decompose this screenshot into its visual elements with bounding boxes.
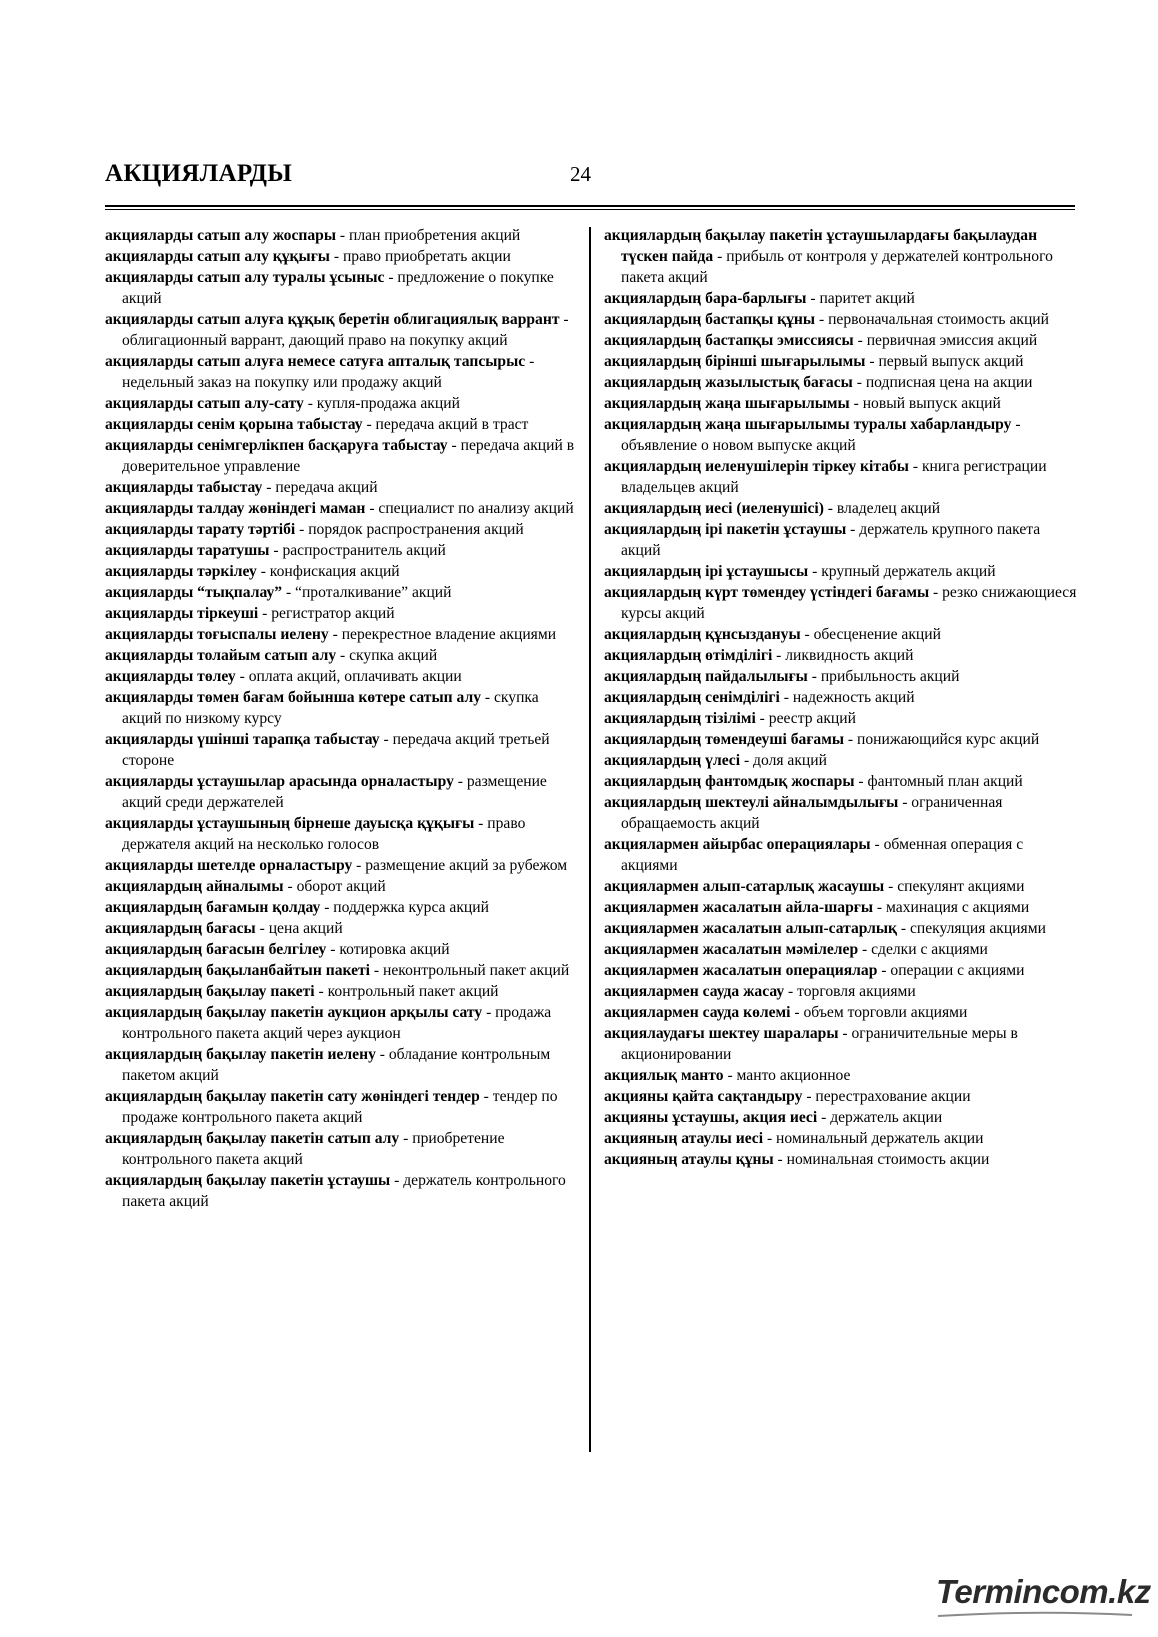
entry-term: акциялармен айырбас операциялары	[604, 836, 871, 853]
dictionary-entry	[604, 666, 1080, 687]
dictionary-entry	[105, 771, 575, 813]
page-title: АКЦИЯЛАРДЫ	[105, 160, 293, 187]
entry-definition: - котировка акций	[326, 941, 450, 958]
dictionary-entry	[604, 1002, 1080, 1023]
entry-term: акциялардың бақылау пакетін сатып алу	[105, 1130, 400, 1147]
dictionary-entry	[105, 666, 575, 687]
entry-definition: - обладание контрольным пакетом акций	[122, 1046, 551, 1084]
entry-definition: - распространитель акций	[269, 542, 446, 559]
entry-term: акциялардың өтімділігі	[604, 647, 773, 664]
entry-definition: - ограниченная обращаемость акций	[621, 794, 1003, 832]
dictionary-entry	[604, 372, 1080, 393]
entry-term: акцияны қайта сақтандыру	[604, 1088, 803, 1105]
entry-term: акцияларды тоғыспалы иелену	[105, 626, 329, 643]
entry-term: акцияларды тіркеуші	[105, 605, 259, 622]
dictionary-entry	[604, 1149, 1080, 1170]
entry-definition: - держатель контрольного пакета акций	[122, 1172, 566, 1210]
entry-term: акциялардың үлесі	[604, 752, 741, 769]
dictionary-entry	[604, 645, 1080, 666]
dictionary-entry	[604, 1107, 1080, 1128]
dictionary-entry	[105, 981, 575, 1002]
dictionary-entry	[604, 834, 1080, 876]
entry-definition: - торговля акциями	[784, 983, 916, 1000]
entry-term: акциялардың бақылау пакетін аукцион арқылы сату	[105, 1004, 483, 1021]
entry-definition: - объем торговли акциями	[790, 1004, 968, 1021]
entry-term: акциялардың жазылыстық бағасы	[604, 374, 853, 391]
entry-term: акциялардың шектеулі айналымдылығы	[604, 794, 899, 811]
entry-term: акциялаудағы шектеу шаралары	[604, 1025, 839, 1042]
dictionary-entry	[604, 918, 1080, 939]
entry-definition: - размещение акций среди держателей	[122, 773, 547, 811]
entry-term: акциялардың сенімділігі	[604, 689, 780, 706]
dictionary-entry	[604, 687, 1080, 708]
entry-term: акциялардың бағасын белгілеу	[105, 941, 327, 958]
entry-term: акциялардың бақылау пакетін иелену	[105, 1046, 376, 1063]
entry-term: акцияларды сатып алу туралы ұсыныс	[105, 269, 385, 286]
entry-term: акциялармен жасалатын мәмілелер	[604, 941, 859, 958]
dictionary-entry	[105, 498, 575, 519]
entry-term: акциялардың бірінші шығарылымы	[604, 353, 866, 370]
entry-term: акциялардың айналымы	[105, 878, 284, 895]
dictionary-entry	[604, 288, 1080, 309]
dictionary-entry	[105, 1086, 575, 1128]
entry-term: акцияларды шетелде орналастыру	[105, 857, 353, 874]
dictionary-entry	[105, 876, 575, 897]
entry-term: акцияларды төмен бағам бойынша көтере сатып алу	[105, 689, 481, 706]
dictionary-entry	[105, 540, 575, 561]
entry-term: акцияларды сатып алуға немесе сатуға апталық тапсырыс	[105, 353, 526, 370]
dictionary-entry	[604, 456, 1080, 498]
header-rule	[105, 205, 1075, 207]
entry-definition: - передача акций	[262, 479, 378, 496]
dictionary-entry	[105, 1044, 575, 1086]
entry-term: акцияларды сатып алу-сату	[105, 395, 304, 412]
entry-definition: - понижающийся курс акций	[844, 731, 1040, 748]
dictionary-entry	[604, 225, 1080, 288]
entry-term: акциялық манто	[604, 1067, 724, 1084]
entry-term: акциялармен сауда жасау	[604, 983, 785, 1000]
dictionary-entry	[604, 1086, 1080, 1107]
entry-definition: - ликвидность акций	[772, 647, 914, 664]
dictionary-entry	[604, 309, 1080, 330]
dictionary-entry	[604, 960, 1080, 981]
entry-definition: - порядок распространения акций	[295, 521, 524, 538]
entry-definition: - операции с акциями	[877, 962, 1025, 979]
entry-definition: - скупка акций по низкому курсу	[122, 689, 539, 727]
entry-definition: - махинация с акциями	[873, 899, 1030, 916]
dictionary-entry	[105, 813, 575, 855]
entry-definition: - ограничительные меры в акционировании	[621, 1025, 1018, 1063]
entry-term: акцияларды толайым сатып алу	[105, 647, 337, 664]
dictionary-entry	[105, 645, 575, 666]
dictionary-entry	[105, 582, 575, 603]
entry-definition: - реестр акций	[755, 710, 856, 727]
entry-definition: - первый выпуск акций	[865, 353, 1024, 370]
entry-term: акциялардың тізілімі	[604, 710, 756, 727]
entry-definition: - регистратор акций	[258, 605, 395, 622]
entry-definition: - паритет акций	[806, 290, 915, 307]
entry-definition: - новый выпуск акций	[849, 395, 1001, 412]
entry-definition: - передача акций в траст	[362, 416, 529, 433]
dictionary-entry	[604, 519, 1080, 561]
entry-term: акциялардың бақылау пакетін ұстаушы	[105, 1172, 391, 1189]
entry-definition: - скупка акций	[336, 647, 438, 664]
entry-definition: - купля-продажа акций	[303, 395, 460, 412]
entry-term: акциялармен жасалатын операциялар	[604, 962, 878, 979]
entry-term: акциялардың күрт төмендеу үстіндегі бағамы	[604, 584, 930, 601]
dictionary-entry	[105, 1170, 575, 1212]
dictionary-entry	[105, 624, 575, 645]
dictionary-entry	[604, 876, 1080, 897]
entry-definition: - первоначальная стоимость акций	[815, 311, 1049, 328]
entry-definition: - недельный заказ на покупку или продажу акций	[122, 353, 535, 391]
entry-definition: - крупный держатель акций	[808, 563, 996, 580]
right-column	[604, 225, 1080, 1170]
dictionary-entry	[105, 939, 575, 960]
entry-term: акциялардың иесі (иеленушісі)	[604, 500, 824, 517]
entry-term: акциялардың пайдалылығы	[604, 668, 808, 685]
entry-definition: - прибыльность акций	[807, 668, 960, 685]
entry-definition: - прибыль от контроля у держателей контрольного пакета акций	[621, 248, 1053, 286]
entry-definition: - спекуляция акциями	[896, 920, 1046, 937]
entry-term: акцияларды сатып алу жоспары	[105, 227, 337, 244]
dictionary-entry	[604, 792, 1080, 834]
dictionary-entry	[604, 771, 1080, 792]
entry-definition: - доля акций	[740, 752, 827, 769]
dictionary-entry	[105, 519, 575, 540]
entry-definition: - конфискация акций	[256, 563, 400, 580]
entry-definition: - подписная цена на акции	[852, 374, 1033, 391]
dictionary-entry	[105, 561, 575, 582]
entry-term: акциялардың бақылау пакетін ұстаушылардағы бақылаудан түскен пайда	[604, 227, 1038, 265]
entry-definition: - первичная эмиссия акций	[853, 332, 1038, 349]
dictionary-entry	[105, 435, 575, 477]
entry-definition: - объявление о новом выпуске акций	[621, 416, 1021, 454]
entry-definition: - поддержка курса акций	[320, 899, 489, 916]
dictionary-entry	[604, 624, 1080, 645]
entry-definition: - цена акций	[255, 920, 343, 937]
entry-definition: - номинальная стоимость акции	[773, 1151, 990, 1168]
entry-definition: - передача акций третьей стороне	[122, 731, 550, 769]
entry-definition: - продажа контрольного пакета акций через аукцион	[122, 1004, 552, 1042]
dictionary-entry	[105, 729, 575, 771]
watermark-logo	[936, 1573, 1151, 1619]
watermark-text: Termincom.kz	[936, 1573, 1151, 1610]
dictionary-entry	[604, 729, 1080, 750]
entry-term: акцияның атаулы иесі	[604, 1130, 764, 1147]
entry-term: акциялардың бастапқы құны	[604, 311, 816, 328]
dictionary-entry	[604, 393, 1080, 414]
entry-term: акциялардың жаңа шығарылымы туралы хабарландыру	[604, 416, 1012, 433]
entry-definition: - оборот акций	[283, 878, 386, 895]
dictionary-entry	[105, 1002, 575, 1044]
entry-definition: - обменная операция с акциями	[621, 836, 1024, 874]
entry-term: акциялардың құнсыздануы	[604, 626, 801, 643]
left-column	[105, 225, 575, 1212]
entry-term: акциялардың төмендеуші бағамы	[604, 731, 845, 748]
entry-definition: - приобретение контрольного пакета акций	[122, 1130, 505, 1168]
entry-term: акциялардың ірі ұстаушысы	[604, 563, 809, 580]
dictionary-entry	[604, 708, 1080, 729]
entry-definition: - “проталкивание” акций	[282, 584, 452, 601]
entry-definition: - владелец акций	[823, 500, 941, 517]
entry-term: акциялардың иеленушілерін тіркеу кітабы	[604, 458, 909, 475]
entry-definition: - неконтрольный пакет акций	[370, 962, 570, 979]
entry-term: акцияларды сенім қорына табыстау	[105, 416, 363, 433]
entry-term: акциялардың фантомдық жоспары	[604, 773, 855, 790]
dictionary-entry	[105, 225, 575, 246]
entry-definition: - обесценение акций	[800, 626, 941, 643]
column-divider	[589, 227, 591, 1452]
dictionary-entry	[604, 1065, 1080, 1086]
dictionary-entry	[105, 897, 575, 918]
dictionary-entry	[105, 918, 575, 939]
dictionary-entry	[105, 477, 575, 498]
entry-definition: - право приобретать акции	[329, 248, 511, 265]
entry-term: акцияларды табыстау	[105, 479, 263, 496]
dictionary-entry	[105, 603, 575, 624]
entry-definition: - сделки с акциями	[858, 941, 988, 958]
dictionary-entry	[105, 393, 575, 414]
entry-definition: - право держателя акций на несколько голосов	[122, 815, 526, 853]
dictionary-entry	[105, 687, 575, 729]
entry-definition: - спекулянт акциями	[884, 878, 1025, 895]
entry-definition: - книга регистрации владельцев акций	[621, 458, 1047, 496]
entry-definition: - перестрахование акции	[802, 1088, 971, 1105]
entry-term: акциялардың бақыланбайтын пакеті	[105, 962, 371, 979]
entry-term: акциялармен жасалатын айла-шарғы	[604, 899, 874, 916]
entry-definition: - специалист по анализу акций	[365, 500, 574, 517]
entry-definition: - держатель крупного пакета акций	[621, 521, 1041, 559]
dictionary-entry	[604, 582, 1080, 624]
entry-definition: - фантомный план акций	[854, 773, 1023, 790]
page-number: 24	[570, 162, 591, 186]
entry-definition: - надежность акций	[779, 689, 915, 706]
dictionary-entry	[604, 414, 1080, 456]
entry-term: акциялардың бастапқы эмиссиясы	[604, 332, 854, 349]
entry-term: акцияны ұстаушы, акция иесі	[604, 1109, 818, 1126]
entry-definition: - тендер по продаже контрольного пакета акций	[122, 1088, 558, 1126]
header-rule-thin	[105, 209, 1075, 210]
dictionary-entry	[604, 981, 1080, 1002]
entry-term: акциялармен сауда көлемі	[604, 1004, 791, 1021]
dictionary-entry	[105, 1128, 575, 1170]
entry-term: акцияларды ұстаушының бірнеше дауысқа құқығы	[105, 815, 475, 832]
entry-term: акцияларды тәркілеу	[105, 563, 257, 580]
entry-term: акциялардың бақылау пакеті	[105, 983, 315, 1000]
entry-definition: - держатель акции	[817, 1109, 943, 1126]
entry-term: акциялардың бара-барлығы	[604, 290, 807, 307]
dictionary-entry	[604, 939, 1080, 960]
entry-term: акцияларды талдау жөніндегі маман	[105, 500, 366, 517]
dictionary-entry	[604, 897, 1080, 918]
dictionary-entry	[105, 246, 575, 267]
dictionary-entry	[604, 351, 1080, 372]
dictionary-entry	[105, 267, 575, 309]
dictionary-entry	[604, 750, 1080, 771]
entry-term: акцияларды сенімгерлікпен басқаруға табыстау	[105, 437, 448, 454]
dictionary-entry	[604, 498, 1080, 519]
dictionary-entry	[105, 309, 575, 351]
entry-definition: - резко снижающиеся курсы акций	[621, 584, 1077, 622]
entry-term: акциялардың ірі пакетін ұстаушы	[604, 521, 847, 538]
dictionary-entry	[604, 1128, 1080, 1149]
entry-term: акциялармен жасалатын алып-сатарлық	[604, 920, 897, 937]
entry-term: акцияларды сатып алу құқығы	[105, 248, 330, 265]
entry-definition: - размещение акций за рубежом	[352, 857, 568, 874]
entry-term: акциялармен алып-сатарлық жасаушы	[604, 878, 885, 895]
entry-term: акцияның атаулы құны	[604, 1151, 774, 1168]
dictionary-entry	[604, 561, 1080, 582]
watermark-swoosh-icon	[936, 1611, 1136, 1619]
entry-term: акцияларды ұстаушылар арасында орналастыру	[105, 773, 454, 790]
dictionary-entry	[105, 414, 575, 435]
entry-term: акциялардың жаңа шығарылымы	[604, 395, 850, 412]
entry-term: акцияларды тарату тәртібі	[105, 521, 296, 538]
entry-definition: - передача акций в доверительное управление	[122, 437, 575, 475]
entry-term: акцияларды “тықпалау”	[105, 584, 283, 601]
entry-term: акциялардың бағамын қолдау	[105, 899, 321, 916]
entry-definition: - предложение о покупке акций	[122, 269, 554, 307]
entry-definition: - перекрестное владение акциями	[328, 626, 557, 643]
entry-definition: - план приобретения акций	[336, 227, 521, 244]
dictionary-entry	[105, 960, 575, 981]
entry-definition: - номинальный держатель акции	[763, 1130, 984, 1147]
dictionary-entry	[604, 1023, 1080, 1065]
entry-term: акцияларды үшінші тарапқа табыстау	[105, 731, 380, 748]
entry-definition: - оплата акций, оплачивать акции	[235, 668, 462, 685]
dictionary-entry	[105, 351, 575, 393]
entry-term: акцияларды сатып алуға құқық беретін облигациялық варрант	[105, 311, 560, 328]
dictionary-entry	[105, 855, 575, 876]
entry-term: акцияларды төлеу	[105, 668, 236, 685]
dictionary-entry	[604, 330, 1080, 351]
entry-term: акциялардың бақылау пакетін сату жөніндегі тендер	[105, 1088, 480, 1105]
entry-definition: - контрольный пакет акций	[314, 983, 499, 1000]
entry-definition: - облигационный варрант, дающий право на покупку акций	[122, 311, 569, 349]
entry-term: акциялардың бағасы	[105, 920, 256, 937]
entry-term: акцияларды таратушы	[105, 542, 270, 559]
entry-definition: - манто акционное	[723, 1067, 851, 1084]
